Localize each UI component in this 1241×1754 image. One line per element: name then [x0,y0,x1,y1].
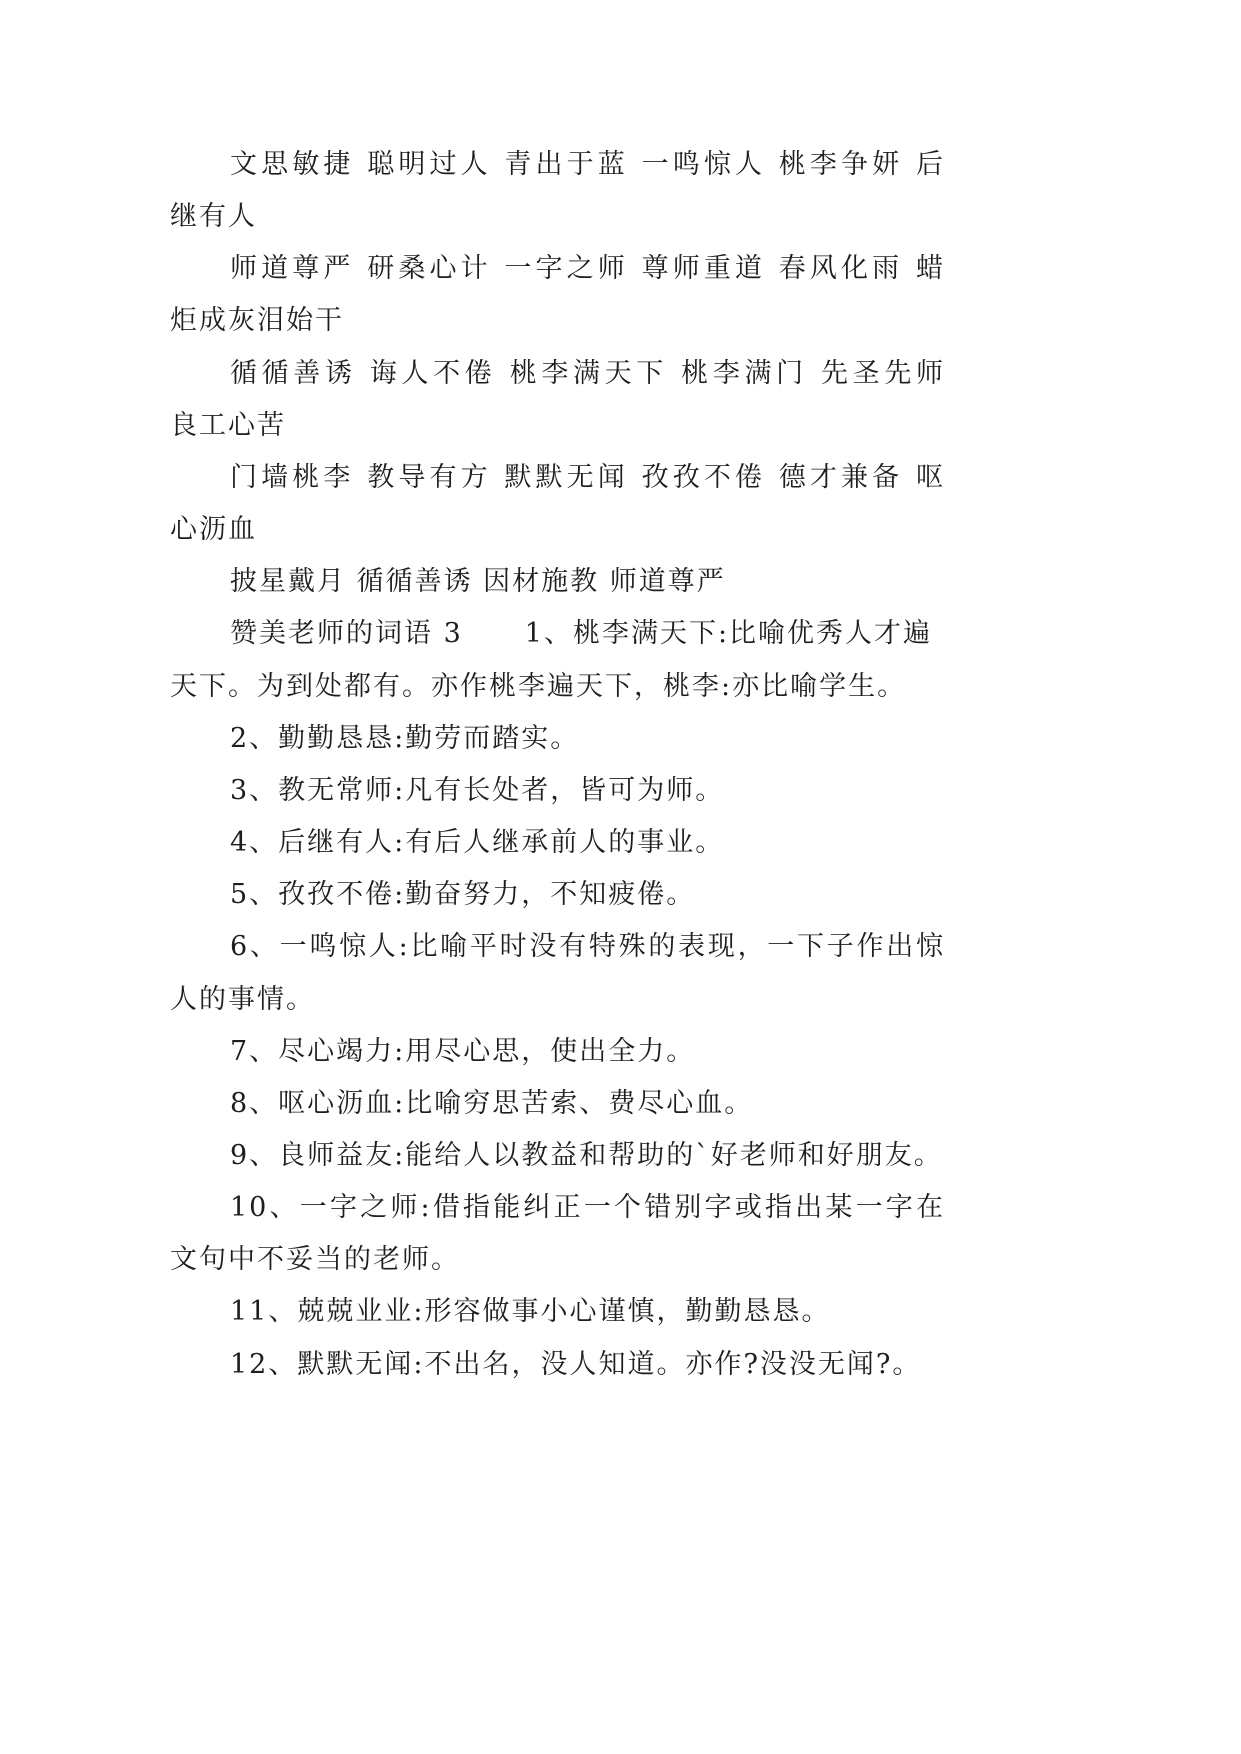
section-heading: 赞美老师的词语 3 [230,618,463,650]
list-item-text: 1、桃李满天下:比喻优秀人才遍 [524,618,933,650]
paragraph-line: 9、良师益友:能给人以教益和帮助的`好老师和好朋友。 [230,1139,943,1171]
list-item [170,713,945,765]
paragraph [170,556,945,608]
paragraph-line: 11、兢兢业业:形容做事小心谨慎，勤勤恳恳。 [230,1296,831,1328]
paragraph [170,348,945,452]
paragraph-line: 10、一字之师:借指能纠正一个错别字或指出某一字在 [230,1192,945,1224]
heading-line [170,608,945,660]
paragraph-line: 门墙桃李 教导有方 默默无闻 孜孜不倦 德才兼备 呕 [230,461,945,493]
paragraph [170,243,945,347]
paragraph-line: 3、教无常师:凡有长处者，皆可为师。 [230,774,725,806]
paragraph-line: 师道尊严 研桑心计 一字之师 尊师重道 春风化雨 蜡 [230,253,945,285]
paragraph-line: 天下。为到处都有。亦作桃李遍天下，桃李:亦比喻学生。 [170,670,907,702]
paragraph-line: 7、尽心竭力:用尽心思，使出全力。 [230,1035,696,1067]
list-item [170,817,945,869]
list-item [170,1339,945,1391]
paragraph-line: 12、默默无闻:不出名，没人知道。亦作?没没无闻?。 [230,1348,922,1380]
paragraph-line: 披星戴月 循循善诱 因材施教 师道尊严 [230,566,726,598]
list-item [170,1182,945,1286]
list-item [170,1078,945,1130]
paragraph-line: 炬成灰泪始干 [170,305,344,337]
paragraph-line: 良工心苦 [170,409,286,441]
list-item [170,765,945,817]
paragraph-line: 人的事情。 [170,983,315,1015]
paragraph-line: 文句中不妥当的老师。 [170,1244,460,1276]
list-item [170,1026,945,1078]
paragraph-line: 6、一鸣惊人:比喻平时没有特殊的表现，一下子作出惊 [230,931,945,963]
paragraph-line: 2、勤勤恳恳:勤劳而踏实。 [230,722,580,754]
paragraph-line: 循循善诱 诲人不倦 桃李满天下 桃李满门 先圣先师 [230,357,945,389]
paragraph-line: 5、孜孜不倦:勤奋努力，不知疲倦。 [230,879,696,911]
list-item [170,921,945,1025]
document-body [170,139,945,1391]
paragraph-line: 4、后继有人:有后人继承前人的事业。 [230,827,725,859]
paragraph-line: 8、呕心沥血:比喻穷思苦索、费尽心血。 [230,1087,754,1119]
paragraph [170,452,945,556]
paragraph-line: 心沥血 [170,514,257,546]
paragraph-line: 文思敏捷 聪明过人 青出于蓝 一鸣惊人 桃李争妍 后 [230,149,945,180]
paragraph [170,608,945,712]
paragraph-line: 继有人 [170,201,257,233]
list-item [170,1286,945,1338]
paragraph [170,139,945,243]
list-item [170,869,945,921]
list-item [170,1130,945,1182]
